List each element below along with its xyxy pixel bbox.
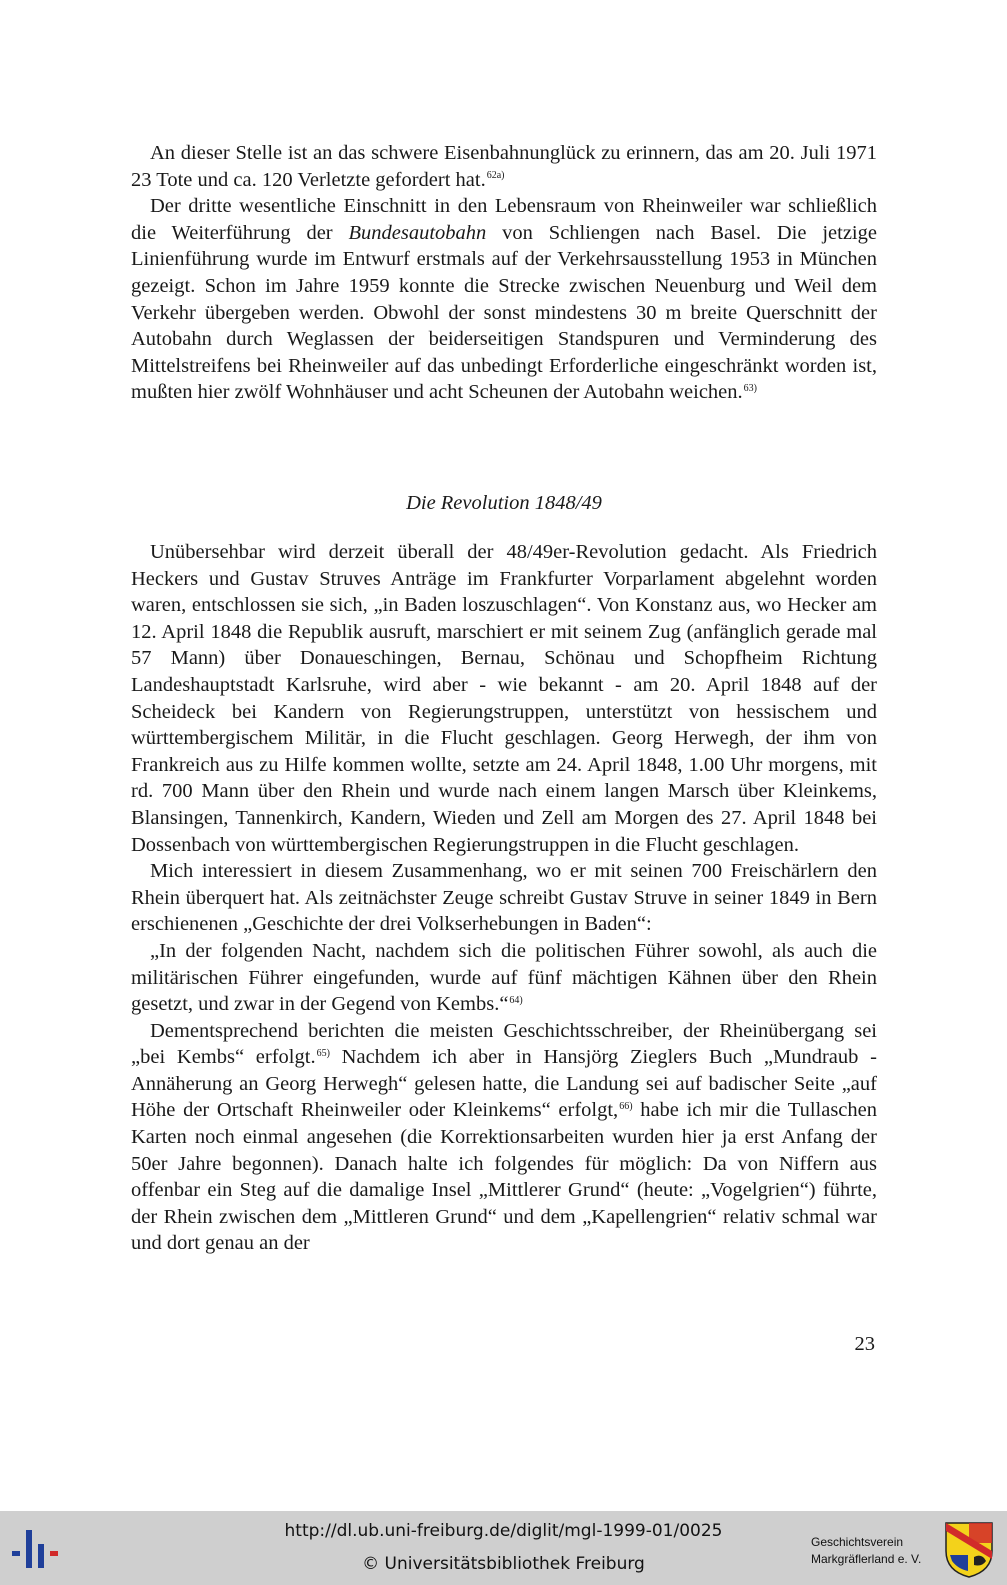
society-name xyxy=(811,1534,936,1568)
paragraph xyxy=(131,140,877,193)
source-url-link[interactable]: http://dl.ub.uni-freiburg.de/diglit/mgl-1999-01/0025 xyxy=(284,1521,723,1541)
footnote-marker[interactable]: 63) xyxy=(743,382,758,394)
coat-of-arms-icon xyxy=(944,1521,994,1579)
paragraph xyxy=(131,1018,877,1257)
body-text-top xyxy=(131,140,877,406)
italic-term: Bundesautobahn xyxy=(348,221,487,244)
footer-bar xyxy=(0,1511,1007,1585)
footnote-marker[interactable]: 64) xyxy=(509,994,523,1006)
footnote-marker[interactable]: 65) xyxy=(316,1047,330,1059)
paragraph xyxy=(131,539,877,858)
text-run: Unübersehbar wird derzeit überall der 48/49er-Revolution gedacht. Als Friedrich Heckers und Gustav Struves Anträge im Frankfurter Vorparlament abgelehnt worden waren, entschlossen sie sich, „in Baden loszuschlagen“. Von Konstanz aus, wo Hecker am 12. April 1848 die Republik ausruft, marschiert er mit seinem Zug (anfänglich gerade mal 57 Mann) über Donaueschingen, Bernau, Schönau und Schopfheim Richtung Landeshauptstadt Karlsruhe, wird aber - wie bekannt - am 20. April 1848 auf der Scheideck bei Kandern von Regierungstruppen, unterstützt von hessischem und württembergischem Militär, in die Flucht geschlagen. Georg Herwegh, der ihm von Frankreich aus zu Hilfe kommen wollte, setzte am 24. April 1848, 1.00 Uhr morgens, mit rd. 700 Mann über den Rhein und wurde nach einem langen Marsch über Kleinkems, Blansingen, Tannenkirch, Kandern, Wieden und Zell am Morgen des 27. April 1848 bei Dossenbach von württembergischen Regierungstruppen in die Flucht geschlagen. xyxy=(131,541,877,856)
society-name-line1: Geschichtsverein xyxy=(811,1535,904,1549)
footnote-marker[interactable]: 66) xyxy=(619,1100,633,1112)
text-run: Nachdem ich aber in Hansjörg Zieglers Buch „Mundraub - Annäherung an Georg Herwegh“ gelesen hatte, die Landung sei auf badischer Seite „auf Höhe der Ortschaft Rheinweiler oder Kleinkems“ erfolgt, xyxy=(131,1046,877,1122)
body-text-bottom xyxy=(131,539,877,1257)
copyright-text: © Universitätsbibliothek Freiburg xyxy=(362,1554,645,1574)
paragraph xyxy=(131,938,877,1018)
text-run: Der dritte wesentliche Einschnitt in den Lebensraum von Rheinweiler war schließlich die Weiterführung der xyxy=(131,195,877,244)
society-name-line2: Markgräflerland e. V. xyxy=(811,1552,922,1566)
footnote-marker[interactable]: 62a) xyxy=(486,170,505,182)
text-run: „In der folgenden Nacht, nachdem sich die politischen Führer sowohl, als auch die militärischen Führer eingefunden, wurde auf fünf mächtigen Kähnen über den Rhein gesetzt, und zwar in der Gegend von Kembs.“ xyxy=(131,939,877,1016)
text-run: von Schliengen nach Basel. Die jetzige Linienführung wurde im Entwurf erstmals auf der Verkehrsausstellung 1953 in München gezeigt. Schon im Jahre 1959 konnte die Strecke zwischen Neuenburg und Weil dem Verkehr übergeben werden. Obwohl der sonst mindestens 30 m breite Querschnitt der Autobahn durch Weglassen der beiderseitigen Standspuren und Verminderung des Mittelstreifens bei Rheinweiler auf das unbedingt Erforderliche eingeschränkt worden ist, mußten hier zwölf Wohnhäuser und acht Scheunen der Autobahn weichen. xyxy=(131,221,877,404)
text-run: Dementsprechend berichten die meisten Geschichtsschreiber, der Rheinübergang sei „bei Kembs“ erfolgt. xyxy=(131,1019,877,1069)
paragraph xyxy=(131,193,877,406)
text-run: habe ich mir die Tullaschen Karten noch einmal angesehen (die Korrektionsarbeiten wurden hier ja erst Anfang der 50er Jahre begonnen). Danach halte ich folgendes für möglich: Da von Niffern aus offenbar ein Steg auf die damalige Insel „Mittlerer Grund“ (heute: „Vogelgrien“) führte, der Rhein zwischen dem „Mittleren Grund“ und dem „Kapellengrien“ relativ schmal war und dort genau an der xyxy=(131,1099,877,1255)
section-heading: Die Revolution 1848/49 xyxy=(406,492,602,514)
text-run: An dieser Stelle ist an das schwere Eisenbahnunglück zu erinnern, das am 20. Juli 1971 23 Tote und ca. 120 Verletzte gefordert hat. xyxy=(131,142,877,191)
paragraph xyxy=(131,858,877,938)
page-number: 23 xyxy=(854,1333,875,1355)
text-run: Mich interessiert in diesem Zusammenhang, wo er mit seinen 700 Freischärlern den Rhein überquert hat. Als zeitnächster Zeuge schreibt Gustav Struve in seiner 1849 in Bern erschienenen „Geschichte der drei Volkserhebungen in Baden“: xyxy=(131,860,877,936)
